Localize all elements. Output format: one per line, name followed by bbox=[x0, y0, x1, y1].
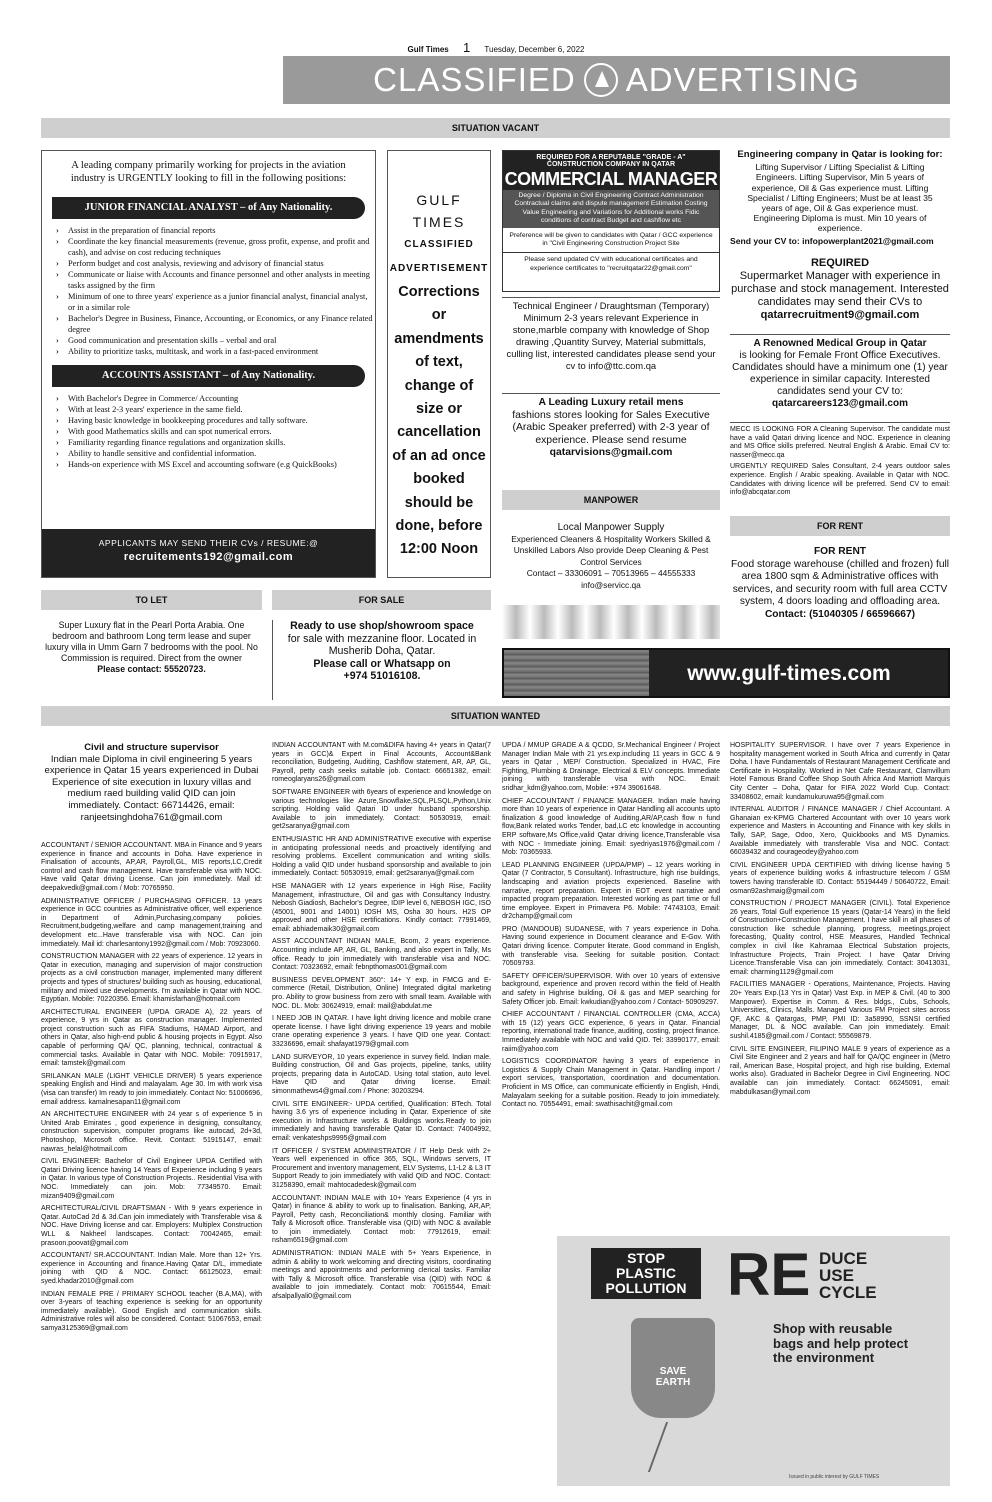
wanted-listing: I NEED JOB IN QATAR. I have light driving licence and mobile crane operate license. I have light driving experience 19 years and mobile crane operating experience 3 years. I have QID one year. Contact: 33236696, email: shafayat1979@gmail.com bbox=[272, 1015, 491, 1048]
engineering-body: Lifting Supervisor / Lifting Specialist & Lifting Engineers. Lifting Supervisor, Min 5 years of experience, Oil & Gas experience must. Lifting Specialist / Lifting Engineers; Must be at least 35 years of age, Oil & Gas experience must. Engineering Diploma is must. Min 10 years of experience. bbox=[747, 162, 933, 234]
engineering-ad bbox=[730, 150, 950, 248]
reduce-reuse-recycle bbox=[819, 1250, 877, 1301]
wanted-listing: HSE MANAGER with 12 years experience in High Rise, Facility Management, infrastructure, Oil and gas with Consultancy Industry. Nebosh Giadiosh, Bachelor's Degree, IDIP level 6, NEBOSH IGC, ISO (45001, 9001 and 14001) IOSH MS, Osha 30 hours. H2S OP approved and other HSE certifications. Kindly contact: 77991469, email: abhiademaik30@gmail.com bbox=[272, 882, 491, 933]
wanted-listing: ARCHITECTURAL/CIVIL DRAFTSMAN - With 9 years experience in Qatar. AutoCad 2d & 3d.Can join immediately with Transferable visa & NOC. Have Driving license and car. Employers: Multiplex Construction WLL & Nakheel landscapes. Contact: 70042465, email: prasoon.poovat@gmail.com bbox=[41, 1205, 262, 1247]
wanted-listing: INDIAN ACCOUNTANT with M.com&DIFA having 4+ years in Qatar(7 years in GCC)& Expert in Final Accounts, Account&Bank reconciliation, Budgeting, Auditing, Cashflow statement, AR, AP, GL, Payroll, petty cash seeks suitable job. Contact: 66651382, email: romeoglaryans26@gmail.com bbox=[272, 742, 491, 784]
requirement-item: › Familiarity regarding finance regulations and organization skills. bbox=[68, 437, 375, 448]
decorative-strip bbox=[502, 605, 720, 639]
masthead-right: ADVERTISING bbox=[625, 61, 860, 98]
wanted-listing: ARCHITECTURAL ENGINEER (UPDA GRADE A), 22 years of experience, 9 yrs in Qatar as construction manager. Implemented project construction such as FIFA Stadiums, HAMAD Airport, and others in Qatar, also high-end public & housing projects in Egypt. Also capable of performing QA/ QC, planning, technical, contractual & commercial tasks. Available in Qatar with NOC. Mobile: 70915917, email: tamstek@gmail.com bbox=[41, 1008, 262, 1068]
psa-footer: Issued in public interest by GULF TIMES bbox=[789, 1474, 880, 1480]
notice-body: Corrections or amendments of text, change of size or cancellation of an ad once booked should be done, before 12:00 Noon bbox=[392, 284, 486, 558]
recycle-psa bbox=[557, 1236, 950, 1486]
wanted-listing: LEAD PLANNING ENGINEER (UPDA/PMP) – 12 years working in Qatar (7 Contractor, 5 Consultant). Infrastructure, high rise buildings, landscaping and aviation projects experienced. Baseline with narrative, report preparation. Expert in EOT event narrative and impacted program preparation. Interested working as part time or full time employee. Expert in Primavera P6. Mobile: 74743103, Email: dr2champ@gmail.com bbox=[502, 861, 720, 921]
civil-supervisor-title: Civil and structure supervisor bbox=[84, 742, 219, 753]
commercial-desc: Degree / Diploma in Civil Engineering Contract Administration Contractual claims and dispute management Estimation Costing Value Engineering and Variations for Additional works Fidic conditions of contract Budget and cashflow etc bbox=[503, 190, 719, 228]
wanted-listing: CIVIL ENGINEER: Bachelor of Civil Engineer UPDA Certified with Qatari Driving licence having 14 Years of Experience including 9 years in Qatar. In various type of Construction Projects.. Residential Visa with NOC. Immediately can join. Mob: 77349570. Email: mizan9409@gmail.com bbox=[41, 1158, 262, 1200]
commercial-send: Please send updated CV with educational certificates and experience certificates to "recruitqatar22@gmail.com" bbox=[524, 256, 698, 272]
commercial-top: REQUIRED FOR A REPUTABLE "GRADE - A" CONSTRUCTION COMPANY IN QATAR bbox=[503, 151, 719, 168]
requirement-item: › Bachelor's Degree in Business, Finance, Accounting, or Economics, or any Finance related degree bbox=[68, 313, 375, 335]
sailboat-logo-icon bbox=[584, 63, 618, 97]
section-to-let: TO LET bbox=[41, 590, 262, 610]
shop-message: Shop with reusable bags and help protect the environment bbox=[773, 1321, 909, 1365]
wanted-listing: ENTHUSIASTIC HR AND ADMINISTRATIVE executive with expertise in anticipating professional needs and proactively identifying and resolving problems. Excellent communication and writing skills. Holding a valid QID under husband sponsorship and available to join immediately. Contact: 50530919, email: get2saranya@gmail.com bbox=[272, 835, 491, 878]
wanted-listing: CHIEF ACCOUNTANT / FINANCIAL CONTROLLER (CMA, ACCA) with 15 (12) years GCC experience, 6 years in Qatar. Financial reporting, international trade finance, auditing, costing, project finance. Immediately available with NOC and valid QID. Tel: 33990177, email: raiim@yahoo.com bbox=[502, 1011, 720, 1053]
mecc-ad bbox=[730, 426, 950, 510]
medical-email[interactable]: qatarcareers123@gmail.com bbox=[772, 398, 908, 409]
leg-illustration bbox=[648, 1422, 706, 1472]
wanted-listing: UPDA / MMUP GRADE A & QCDD, Sr.Mechanical Engineer / Project Manager Indian Male with 21 yrs.exp.including 11 years in GCC & 9 years in Qatar , MEP/ Construction. Specialized in HVAC, Fire Fighting, Plumbing & Drainage, Electrical & ELV concepts. Immediate joining with transferable visa with NOC. Email: sridhar_kdm@yahoo.com, Mobile: +974 39061648. bbox=[502, 742, 720, 792]
wanted-listing: CONSTRUCTION MANAGER with 22 years of experience. 12 years in Qatar in execution, managing and supervision of major construction projects as a civil construction manager, implemented many different projects and types of structures/ building such as housing, educational, military and mixed use developments. I'm available in Qatar with NOC. Egyptian. Mobile: 70220356. Email: khamisfarhan@hotmail.com bbox=[41, 953, 262, 1004]
luxury-body: fashions stores looking for Sales Executive (Arabic Speaker preferred) with 2-3 year of experience. Please send resume bbox=[512, 409, 710, 446]
civil-supervisor-body: Indian male Diploma in civil engineering 5 years experience in Qatar 15 years experienced in Dubai Experience of site execution in luxury villas and medium raed building valid QID can join immediately. Contact: 66714426, email: ranjeetsinghdoha761@gmail.com bbox=[44, 753, 259, 823]
requirement-item: › Perform budget and cost analysis, reviewing and advisory of financial status bbox=[68, 258, 375, 269]
section-for-rent: FOR RENT bbox=[730, 516, 950, 536]
draughtsman-body: Minimum 2-3 years relevant Experience in stone,marble company with knowledge of Shop drawing ,Quantity Survey, Material submittals, culling list, interested candidates please send your cv to info@ttc.com.qa bbox=[506, 312, 716, 371]
for-sale-l4: +974 51016108. bbox=[343, 670, 421, 683]
notice-advertisement: ADVERTISEMENT bbox=[389, 263, 489, 274]
sales-consultant-text: URGENTLY REQUIRED Sales Consultant, 2-4 years outdoor sales experience. English / Arabic speaking. Available in Qatar with NOC. Candidates with driving licence will be preferred. Send CV to email: info@abcqatar.com bbox=[730, 463, 950, 497]
wanted-listing: CIVIL SITE ENGINEER, FILIPINO MALE 9 years of experience as a Civil Site Engineer and 2 years and half for QA/QC engineer in (Metro rail, American Base, Hospital project, and high rise building, External works also). Graduated in Bachelor Degree in Civil Engineering. NOC available can join immediately. Contact: 66245091, email: mabdulkasan@ymail.com bbox=[730, 1045, 950, 1096]
notice-times: TIMES bbox=[412, 214, 466, 230]
wanted-listing: FACILITIES MANAGER - Operations, Maintenance, Projects. Having 20+ Years Exp.(13 Yrs in Qatar) Vast Exp. in MEP & Civil. (40 to 300 Manpower). Expertise in Comm. & Res. bldgs., Cubs, Schools, Universities, Clinics, Malls. Managed Various FM Project sites across QF, AKC & Qatargas, PMP, PMI ID: 3a58990, SSNSI certified Manager, DL & NOC available. Can join immediately. Email: sushil.4185@gmail.com / Contact: 55569879. bbox=[730, 981, 950, 1040]
aviation-intro: A leading company primarily working for projects in the aviation industry is URGENTLY looking to fill in the following positions: bbox=[70, 160, 347, 184]
banner-texture bbox=[504, 650, 649, 696]
gulf-times-notice bbox=[387, 150, 491, 578]
wanted-column-2 bbox=[272, 742, 491, 1482]
manpower-title: Local Manpower Supply bbox=[557, 522, 665, 533]
wanted-listing: CHIEF ACCOUNTANT / FINANCE MANAGER. Indian male having more than 10 years of experience in Qatar Handling all accounts upto finalization & good knowledge of Auditing,AR/AP,cash flow n fund flow,Bank related works Tender, bad,LC etc knowledge in accounting ERP software,Ms Office,valid Qatar driving licence,Transferable visa with NOC - Immediate joining. Email: syedriyas1976@gmail.com / Mob: 70365933. bbox=[502, 797, 720, 857]
financial-analyst-requirements bbox=[42, 225, 375, 357]
stop-plastic-box bbox=[591, 1248, 701, 1299]
wanted-listing: ACCOUNTANT/ SR.ACCOUNTANT. Indian Male. More than 12+ Yrs. experience in Accounting and finance.Having Qatar D/L, immediate joining with QID & NOC. Contact: 66125023, email: syed.khadar2010@gmail.com bbox=[41, 1252, 262, 1285]
rent-title: FOR RENT bbox=[813, 546, 867, 557]
commercial-pref: Preference will be given to candidates with Qatar / GCC experience in "Civil Engineering Construction Project Site bbox=[503, 228, 719, 254]
requirement-item: › Communicate or liaise with Accounts and finance personnel and other analysts in meeting tasks assigned by the firm bbox=[68, 269, 375, 291]
section-manpower: MANPOWER bbox=[502, 490, 720, 510]
engineering-cv: Send your CV to: infopowerplant2021@gmail.com bbox=[730, 235, 934, 246]
medical-body: is looking for Female Front Office Executives. Candidates should have a minimum one (1) year experience in similar capacity. Interested candidates send your CV to: bbox=[732, 350, 948, 397]
job-title-accounts-assistant: ACCOUNTS ASSISTANT – of Any Nationality. bbox=[52, 365, 365, 387]
pollution-text: POLLUTION bbox=[605, 1280, 687, 1296]
apply-text: APPLICANTS MAY SEND THEIR CVs / RESUME:@ bbox=[98, 538, 319, 548]
for-sale-ad bbox=[272, 620, 491, 700]
bag-illustration bbox=[631, 1318, 715, 1418]
use-text: USE bbox=[819, 1266, 854, 1285]
mecc-text: MECC IS LOOKING FOR A Cleaning Supervisor. The candidate must have a valid Qatari driving licence and NOC. Experience in cleaning and MS Office skills preferred. Neutral English & Arabic. Email CV to: nasser@mecc.qa bbox=[730, 426, 950, 459]
re-text: RE bbox=[727, 1241, 811, 1308]
requirement-item: › Coordinate the key financial measurements (revenue, gross profit, expense, and profit and cash), and advise on cost reducing techniques bbox=[68, 236, 375, 258]
luxury-email[interactable]: qatarvisions@gmail.com bbox=[549, 447, 673, 459]
wanted-listing: ACCOUNTANT / SENIOR ACCOUNTANT. MBA in Finance and 9 years experience in finance and accounts in Doha. Have experience in Finalisation of accounts, AP,AR, Payroll,GL, MIS reports,LC,Credit control and cash flow management. Have transferable visa with NOC. Have valid Qatar driving License. Can join immediately. Mail id: deepakvedk@gmail.com / Mob: 70765950. bbox=[41, 842, 262, 892]
commercial-manager-ad bbox=[502, 150, 720, 292]
wanted-listing: LOGISTICS COORDINATOR having 3 years of experience in Logistics & Supply Chain Management in Qatar. Handling import / export services, transportation, coordination and documentation. Proficient in MS Office, can communicate efficiently in English, Hindi, Malayalam seeking for a suitable position. Ready to join immediately. Contact no. 70554491, email: swathisachit@gmail.com bbox=[502, 1058, 720, 1109]
manpower-email[interactable]: info@servicc.qa bbox=[581, 579, 641, 590]
plastic-text: PLASTIC bbox=[616, 1265, 676, 1281]
job-title-financial-analyst: JUNIOR FINANCIAL ANALYST – of Any Nationality. bbox=[52, 197, 365, 219]
civil-supervisor-ad bbox=[41, 742, 262, 826]
engineering-title: Engineering company in Qatar is looking for: bbox=[737, 149, 943, 160]
classified-masthead bbox=[283, 56, 950, 104]
masthead-left: CLASSIFIED bbox=[373, 61, 576, 98]
page-number: 1 bbox=[462, 40, 471, 55]
wanted-listing: SAFETY OFFICER/SUPERVISOR. With over 10 years of extensive background, experience and proven record within the field of Health and safety in Highrise building, Oil & gas and MEP searching for Safety Officer job. Email: kwkudian@yahoo.com / Contact- 50909297. bbox=[502, 972, 720, 1006]
to-let-ad bbox=[41, 620, 262, 700]
website-banner[interactable] bbox=[502, 648, 950, 698]
save-text: SAVE bbox=[659, 1366, 687, 1377]
manpower-body: Experienced Cleaners & Hospitality Workers Skilled & Unskilled Labors Also provide Deep Cleaning & Pest Control Services bbox=[511, 533, 711, 567]
wanted-listing: ACCOUNTANT: INDIAN MALE with 10+ Years Experience (4 yrs in Qatar) in finance & ability to work up to finalisation. Banking, AR,AP, Payroll, Petty cash, Reconciliation& monthly closing. Familiar with Tally & Microsoft office. Transferable visa (QID) with NOC & available to join immediately. Contact mob: 77912619, email: nsham6519@gmail.com bbox=[272, 1194, 491, 1245]
issue-date: Tuesday, December 6, 2022 bbox=[484, 45, 585, 54]
wanted-listing: CONSTRUCTION / PROJECT MANAGER (CIVIL). Total Experience 26 years, Total Gulf experience 15 years (Qatar-14 Years) in the field of Construction+Construction Management. I have skill in all phases of construction like schedule planning, progress, meetings,project forecasting, Quality control, HSE Measures, Handled Technical complex in civil like Kahramaa Electrical Substation projects, Infrastructure Projects, Train Project. I have Qatar Driving Licence.Transferable Visa can join immediately. Contact: 30413031, email: charming1129@gmail.com bbox=[730, 900, 950, 976]
rent-contact: Contact: (51040305 / 66596667) bbox=[764, 608, 916, 620]
wanted-listing: SRILANKAN MALE (LIGHT VEHICLE DRIVER) 5 years experience speaking English and Hindi and malayalam. Age 30. Im with work visa (visa can transfer) Im ready to join immediately. Contact No: 51006696, email address. kamalnesapan11@gmail.com bbox=[41, 1072, 262, 1106]
wanted-column-3 bbox=[502, 742, 720, 1222]
wanted-listing: INDIAN FEMALE PRE / PRIMARY SCHOOL teacher (B.A,MA), with over 3-years of teaching experience is seeking for an opportunity immediately available). Good English and communication skills. Administrative roles will also be considered. Contact: 51067653, email: samya3125369@gmail.com bbox=[41, 1290, 262, 1332]
wanted-listing: LAND SURVEYOR, 10 years experience in survey field. Indian male. Building construction, Oil and Gas projects, pipeline, tanks, utility projects, preparing data in AutoCAD. Using total station, auto level. Have QID and Qatar driving license. Email: simonmathews4@gmail.com / Phone: 30203294. bbox=[272, 1053, 491, 1095]
requirement-item: › Assist in the preparation of financial reports bbox=[68, 225, 375, 236]
requirement-item: › Good communication and presentation skills – verbal and oral bbox=[68, 335, 375, 346]
for-rent-ad bbox=[730, 546, 950, 636]
wanted-listing: ASST ACCOUNTANT INDIAN MALE, Bcom, 2 years experience. Accounting include AP, AR, GL, Banking, and also expert in Tally, Ms office. Ready to join immediately with transferable visa and NOC. Contact: 70323692, email: febnpthomas001@gmail.com bbox=[272, 938, 491, 972]
requirement-item: › With Bachelor's Degree in Commerce/ Accounting bbox=[68, 393, 375, 404]
requirement-item: › Ability to handle sensitive and confidential information. bbox=[68, 448, 375, 459]
medical-title: A Renowned Medical Group in Qatar bbox=[753, 338, 927, 349]
stop-text: STOP bbox=[627, 1250, 665, 1266]
accounts-assistant-requirements bbox=[42, 393, 375, 470]
requirement-item: › Minimum of one to three years' experience as a junior financial analyst, financial analyst, or in a similar role bbox=[68, 291, 375, 313]
wanted-column-4 bbox=[730, 742, 950, 1222]
wanted-listing: PRO (MANDOUB) SUDANESE, with 7 years experience in Doha. Having sound experience in Document clearance and E-Gov. With Qatari driving licence. Computer literate. Good command in English, with transferable visa. Seeking for suitable position. Contact: 70509793. bbox=[502, 925, 720, 968]
supermarket-ad bbox=[730, 257, 950, 333]
draughtsman-ad bbox=[502, 297, 720, 387]
requirement-item: › Having basic knowledge in bookkeeping procedures and tally software. bbox=[68, 415, 375, 426]
for-sale-l1: Ready to use shop/showroom space bbox=[290, 620, 474, 632]
website-url[interactable]: www.gulf-times.com bbox=[687, 662, 891, 685]
commercial-title: COMMERCIAL MANAGER bbox=[504, 169, 718, 189]
wanted-listing: HOSPITALITY SUPERVISOR. I have over 7 years Experience in hospitality management worked in South Africa and currently in Qatar Doha. I have Fundamentals of Restaurant Management Certificate and Certificate in Hospitality. Worked in Net Cafe Restaurant, Clamvillum Hotel Famous Brand Coffee Shop South Africa And Marriott Marquis City Center – Doha, Qatar for FIFA 2022 World Cup. Contact: 33408602, email: kundamukuruwa95@gmail.com bbox=[730, 742, 950, 801]
wanted-listing: IT OFFICER / SYSTEM ADMINISTRATOR / IT Help Desk with 2+ Years well experienced in office 365, SQL, Windows servers, IT Procurement and inventory management, ELV Systems, L1-L2 & L3 IT Support Ready to join immediately with valid QID and NOC. Contact: 31258390, email: mahtocadedesk@gmail.com bbox=[272, 1147, 491, 1189]
rent-body: Food storage warehouse (chilled and frozen) full area 1800 sqm & Administrative offices with services, and security room with full area CCTV system, 4 doors loading and offloading area. bbox=[730, 558, 950, 607]
requirement-item: › Hands-on experience with MS Excel and accounting software (e.g QuickBooks) bbox=[68, 459, 375, 470]
section-for-sale: FOR SALE bbox=[272, 590, 491, 610]
for-sale-l3: Please call or Whatsapp on bbox=[313, 657, 451, 670]
aviation-job-ad bbox=[41, 150, 376, 578]
requirement-item: › Ability to prioritize tasks, multitask, and work in a fast-paced environment bbox=[68, 346, 375, 357]
to-let-body: Super Luxury flat in the Pearl Porta Arabia. One bedroom and bathroom Long term lease and super luxury villa in Umm Garn 7 bedrooms with the pool. No Commission is required. Direct from the owner bbox=[45, 620, 258, 663]
luxury-retail-ad bbox=[502, 393, 720, 485]
apply-footer bbox=[42, 529, 375, 577]
luxury-title: A Leading Luxury retail mens bbox=[538, 397, 684, 408]
wanted-listing: ADMINISTRATION: INDIAN MALE with 5+ Years Experience, in admin & ability to work welcoming and directing visitors, coordinating meetings and appointments and performing clerical tasks. Familiar with Tally & Microsoft office. Transferable visa (QID) with NOC & available to join immediately. Contact mob: 70615544, Email: afsalpallyali0@gmail.com bbox=[272, 1250, 491, 1301]
supermarket-title: REQUIRED bbox=[810, 257, 870, 269]
supermarket-body: Supermarket Manager with experience in purchase and stock management. Interested candidates may send their CVs to bbox=[731, 270, 949, 308]
manpower-ad bbox=[502, 522, 720, 598]
to-let-contact: Please contact: 55520723. bbox=[97, 664, 206, 674]
wanted-listing: SOFTWARE ENGINEER with 6years of experience and knowledge on various technologies like Azure,Snowflake,SQL,PLSQL,Python,Unix scripting. Holding valid Qatari ID under husband sponsorship. Available to join immediately. Contact: 50530919, email: get2saranya@gmail.com bbox=[272, 788, 491, 831]
paper-name: Gulf Times bbox=[407, 45, 449, 54]
section-situation-vacant: SITUATION VACANT bbox=[41, 118, 950, 138]
medical-ad bbox=[730, 338, 950, 424]
supermarket-email[interactable]: qatarrecruitment9@gmail.com bbox=[760, 309, 920, 321]
duce-text: DUCE bbox=[819, 1249, 868, 1268]
requirement-item: › With at least 2-3 years' experience in the same field. bbox=[68, 404, 375, 415]
for-sale-l2: for sale with mezzanine floor. Located in Musherib Doha, Qatar. bbox=[287, 632, 477, 658]
notice-gulf: GULF bbox=[416, 192, 462, 208]
draughtsman-title: Technical Engineer / Draughtsman (Temporary) bbox=[512, 300, 710, 311]
notice-classified: CLASSIFIED bbox=[404, 239, 474, 250]
wanted-listing: AN ARCHITECTURE ENGINEER with 24 year s of experience 5 in United Arab Emirates , good experience in designing, consultancy, construction supervision, computer programs like autocad, 2d+3d, Photoshop, Microsoft office. Revit. Contact: 51915147, email: nawras_helal@hotmail.com bbox=[41, 1111, 262, 1153]
cycle-text: CYCLE bbox=[819, 1283, 877, 1302]
wanted-listing: ADMINISTRATIVE OFFICER / PURCHASING OFFICER. 13 years experience in GCC countries as Administrative officer, well experience in Department of Admin,Purchasing,company policies. Recruitment,budgeting,welfare and camp management,training and development etc...Have transferable visa with NOC. Can join immediately. Mail id: charlesantony1992@gmail.com / Mob: 70923060. bbox=[41, 897, 262, 948]
earth-text: EARTH bbox=[655, 1377, 691, 1388]
wanted-listing: BUSINESS DEVELOPMENT 360°: 14+ Y exp. in FMCG and E-commerce (Retail, Distribution, Online) Integrated digital marketing pro. Ability to grow business from zero with small team. Available with NOC. DL. Mob: 30624919, email: mail@abdulat.me bbox=[272, 976, 491, 1010]
wanted-column-1 bbox=[41, 842, 262, 1482]
wanted-listing: INTERNAL AUDITOR / FINANCE MANAGER / Chief Accountant. A Ghanaian ex-KPMG Chartered Accountant with over 10 years work experience and Masters in Accounting and Finance with key skills in Tally, SAP, Sage, Odoo, Xero, Quickbooks and MS Dynamics. Available immediately with transferable Visa and NOC. Contact: 66039432 and courageodey@yahoo.com bbox=[730, 806, 950, 857]
manpower-contact: Contact – 33306091 – 70513965 – 44555333 bbox=[526, 568, 696, 579]
wanted-listing: CIVIL ENGINEER UPDA CERTIFIED with driving license having 5 years of experience building works & infrastructure telecom / GSM towers having transferable ID. Contact: 55194449 / 50640722, Email: osman92ashmaig@gmail.com bbox=[730, 861, 950, 895]
section-situation-wanted: SITUATION WANTED bbox=[41, 706, 950, 726]
apply-email[interactable]: recruitements192@gmail.com bbox=[123, 551, 294, 563]
requirement-item: › With good Mathematics skills and can spot numerical errors. bbox=[68, 426, 375, 437]
wanted-listing: CIVIL SITE ENGINEER:- UPDA certified, Qualification: BTech. Total having 3.6 yrs of experience including in Qatar. Experience of site execution in Infrastructure works & Buildings works.Ready to join immediately and having transferable Qatar ID. Contact: 74004992, email: venkateshps9995@gmail.com bbox=[272, 1100, 491, 1142]
